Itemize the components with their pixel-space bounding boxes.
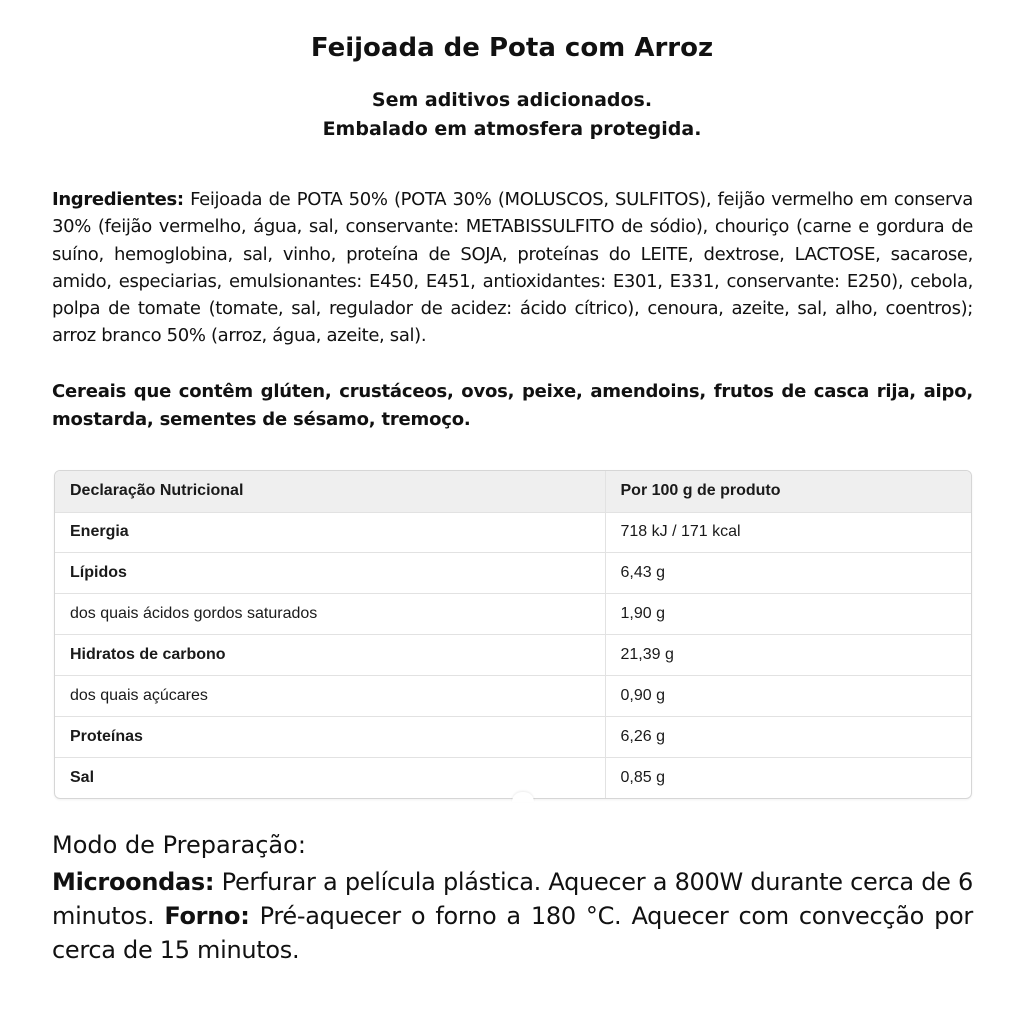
nutrition-table-container[interactable] bbox=[54, 470, 972, 799]
ingredients-label: Ingredientes: bbox=[52, 189, 184, 210]
subtitle-packaging: Embalado em atmosfera protegida. bbox=[322, 118, 702, 140]
nutrient-value: 21,39 g bbox=[605, 635, 971, 676]
oven-instructions: Pré-aquecer o forno a 180 °C. Aquecer com convecção por cerca de 15 minutos. bbox=[52, 902, 974, 964]
nutrition-row-carbohydrates bbox=[55, 635, 971, 676]
microwave-instructions: Perfurar a película plástica. Aquecer a 800W durante cerca de 6 minutos. bbox=[52, 868, 973, 930]
ingredients-paragraph bbox=[52, 186, 973, 350]
product-title: Feijoada de Pota com Arroz bbox=[310, 33, 714, 63]
nutrient-name: Hidratos de carbono bbox=[55, 635, 605, 676]
nutrient-name: dos quais ácidos gordos saturados bbox=[55, 594, 605, 635]
nutrition-header-label: Declaração Nutricional bbox=[55, 471, 605, 512]
nutrition-row-sugars bbox=[55, 676, 971, 717]
nutrient-value: 718 kJ / 171 kcal bbox=[605, 512, 971, 553]
microwave-label: Microondas: bbox=[52, 868, 215, 896]
nutrition-header-row bbox=[55, 471, 971, 512]
nutrient-name: Energia bbox=[55, 512, 605, 553]
nutrient-value: 0,85 g bbox=[620, 769, 665, 787]
nutrition-table bbox=[55, 471, 971, 798]
nutrition-row-saturated-fat bbox=[55, 594, 971, 635]
nutrition-header-value: Por 100 g de produto bbox=[605, 471, 971, 512]
nutrient-value: 6,43 g bbox=[605, 553, 971, 594]
subtitle-no-additives: Sem aditivos adicionados. bbox=[371, 89, 653, 111]
preparation-title: Modo de Preparação: bbox=[52, 831, 306, 859]
nutrient-name: Sal bbox=[55, 757, 605, 798]
nutrition-row-salt bbox=[55, 757, 971, 798]
allergens-paragraph: Cereais que contêm glúten, crustáceos, ovos, peixe, amendoins, frutos de casca rija, aipo, mostarda, sementes de sésamo, tremoço. bbox=[52, 381, 973, 430]
nutrient-name: Proteínas bbox=[55, 716, 605, 757]
nutrient-value: 6,26 g bbox=[605, 716, 971, 757]
nutrient-value: 1,90 g bbox=[605, 594, 971, 635]
oven-label: Forno: bbox=[164, 902, 250, 930]
nutrition-row-fat bbox=[55, 553, 971, 594]
preparation-instructions bbox=[52, 865, 973, 967]
nutrient-name: Lípidos bbox=[55, 553, 605, 594]
product-subtitle bbox=[0, 86, 1024, 144]
ingredients-text: Feijoada de POTA 50% (POTA 30% (MOLUSCOS, SULFITOS), feijão vermelho em conserva 30% (feijão vermelho, água, sal, conservante: METABISSULFITO de sódio), chouriço (carne e gordura de suíno, hemoglobina, sal, vinho, proteína de SOJA, proteínas do LEITE, dextrose, LACTOSE, sacarose, amido, especiarias, emulsionantes: E450, E451, antioxidantes: E301, E331, conservante: E250), cebola, polpa de tomate (tomate, sal, regulador de acidez: ácido cítrico), cenoura, azeite, sal, alho, coentros); arroz branco 50% (arroz, água, azeite, sal). bbox=[52, 189, 973, 347]
nutrient-name: dos quais açúcares bbox=[55, 676, 605, 717]
nutrient-value: 0,90 g bbox=[605, 676, 971, 717]
nutrition-row-protein bbox=[55, 716, 971, 757]
nutrition-row-energy bbox=[55, 512, 971, 553]
